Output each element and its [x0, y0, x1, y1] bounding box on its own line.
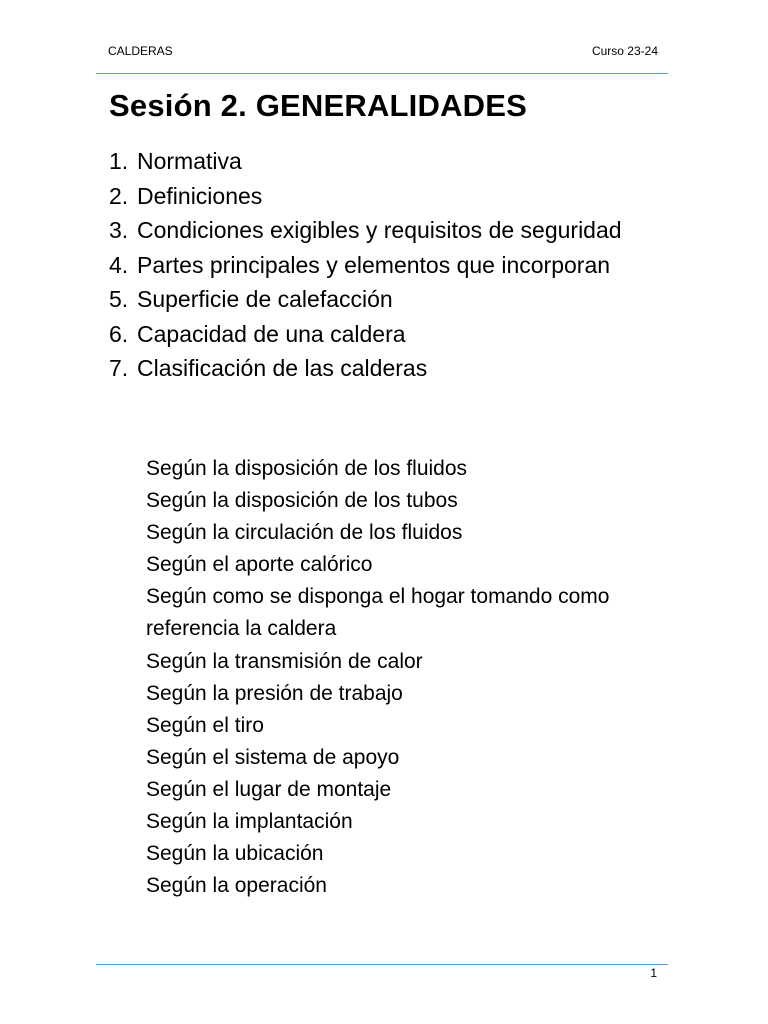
- page-title: Sesión 2. GENERALIDADES: [109, 88, 528, 123]
- subitem: Según el sistema de apoyo: [146, 745, 400, 769]
- item-number: 7.: [109, 355, 129, 381]
- item-number: 2.: [109, 182, 129, 209]
- list-item: [109, 248, 658, 283]
- subitem: Según la ubicación: [146, 842, 324, 866]
- footer-rule: [96, 964, 668, 965]
- list-item: [109, 213, 658, 248]
- item-number: 5.: [109, 286, 129, 312]
- subitem: Según la disposición de los tubos: [146, 489, 458, 513]
- item-text: Condiciones exigibles y requisitos de seguridad: [137, 217, 622, 243]
- subitem: Según como se disponga el hogar tomando como referencia la caldera: [146, 585, 610, 641]
- classification-sublist: [146, 453, 666, 902]
- subitem: Según el aporte calórico: [146, 553, 373, 577]
- subitem: Según el lugar de montaje: [146, 777, 392, 801]
- subitem: Según la operación: [146, 874, 327, 898]
- page-header: [108, 44, 658, 58]
- list-item: [109, 317, 658, 352]
- subitem: Según la circulación de los fluidos: [146, 521, 463, 545]
- item-number: 1.: [109, 148, 129, 174]
- item-number: 3.: [109, 217, 129, 243]
- item-text: Partes principales y elementos que incorporan: [137, 251, 611, 278]
- header-rule: [96, 73, 668, 74]
- list-item: [109, 282, 658, 317]
- list-item: [109, 179, 658, 214]
- item-number: 6.: [109, 320, 129, 347]
- contents-list: [109, 144, 658, 386]
- list-item: [109, 351, 658, 386]
- header-right-text: Curso 23-24: [591, 44, 658, 58]
- item-text: Superficie de calefacción: [137, 286, 393, 312]
- page-number: 1: [650, 966, 657, 980]
- item-text: Clasificación de las calderas: [137, 355, 428, 381]
- subitem: Según el tiro: [146, 713, 264, 737]
- subitem: Según la transmisión de calor: [146, 649, 423, 673]
- list-item: [109, 144, 658, 179]
- subitem: Según la implantación: [146, 810, 353, 834]
- item-text: Definiciones: [137, 182, 263, 209]
- item-text: Capacidad de una caldera: [137, 320, 406, 347]
- subitem: Según la disposición de los fluidos: [146, 457, 468, 480]
- item-number: 4.: [109, 251, 129, 278]
- subitem: Según la presión de trabajo: [146, 681, 403, 705]
- header-left-text: CALDERAS: [108, 44, 173, 58]
- item-text: Normativa: [137, 148, 242, 174]
